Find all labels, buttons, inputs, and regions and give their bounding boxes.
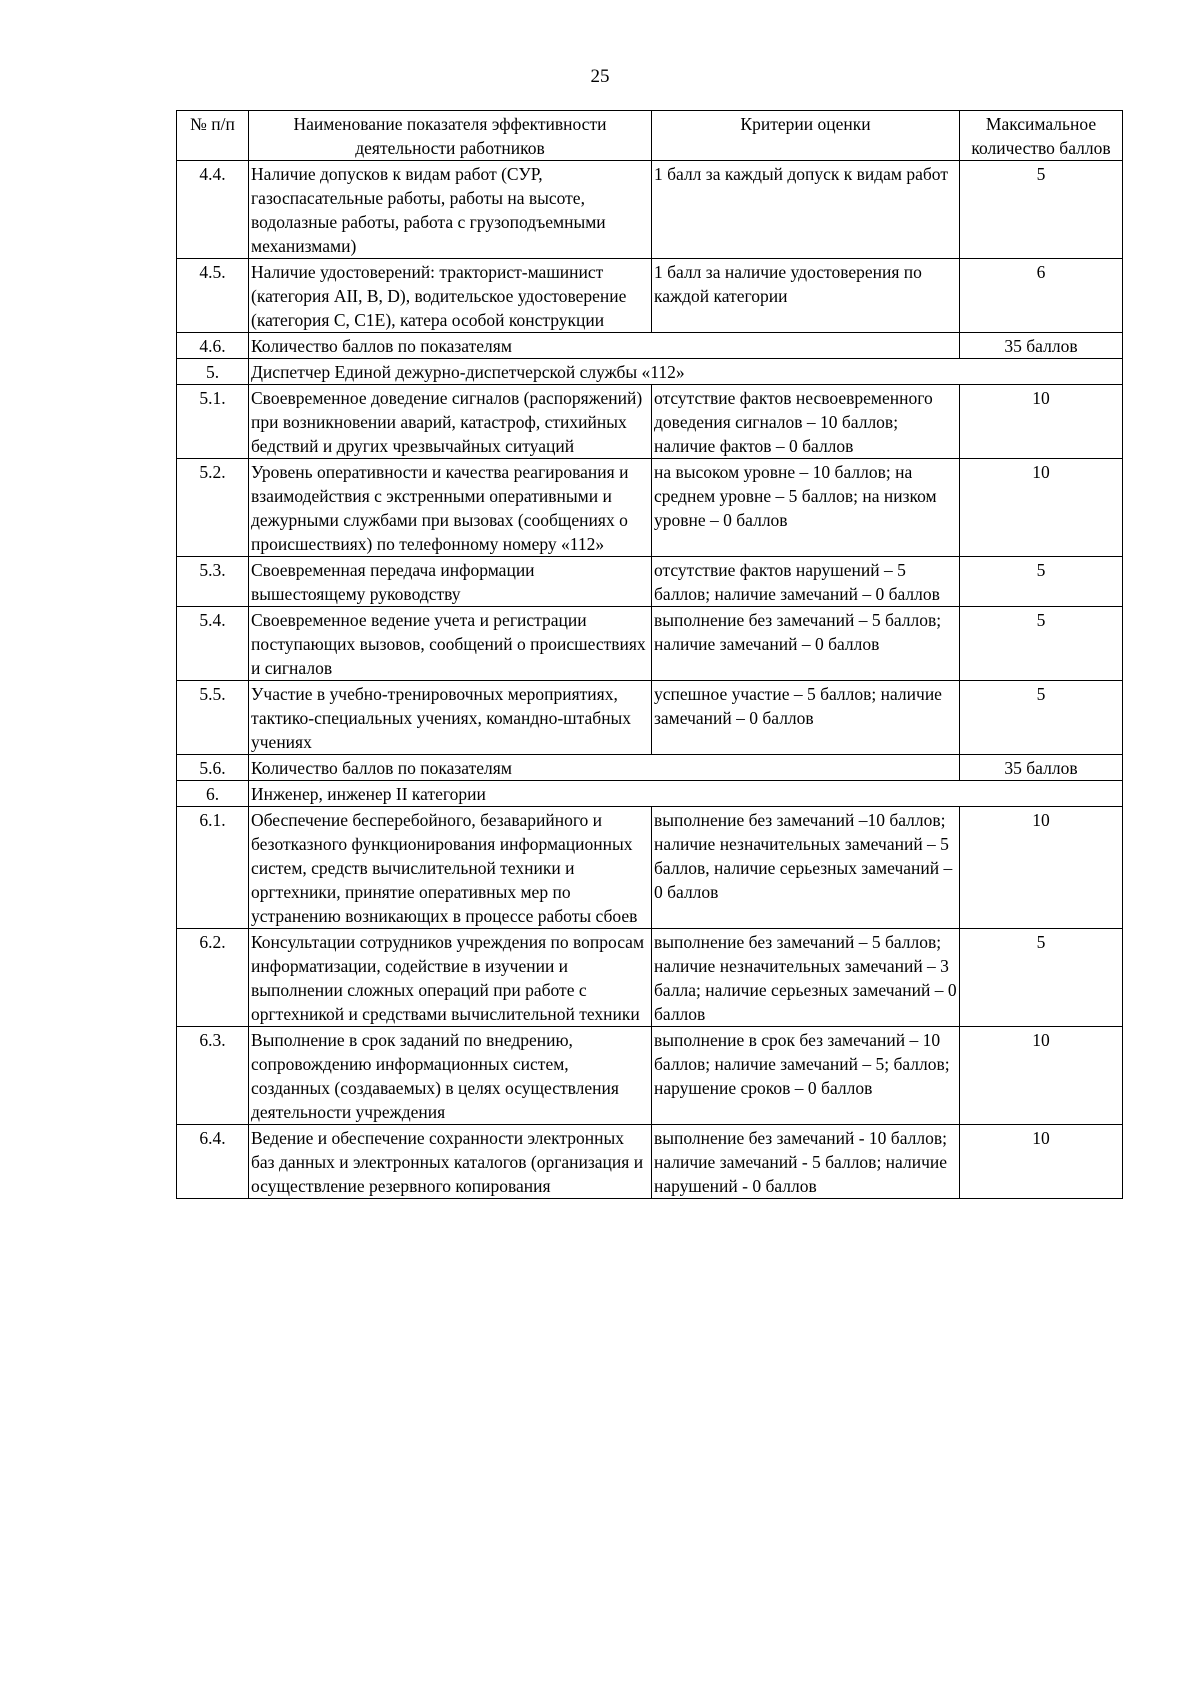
- row-number: 6.4.: [177, 1125, 249, 1199]
- header-criteria: Критерии оценки: [652, 111, 960, 161]
- section-number: 5.: [177, 359, 249, 385]
- criteria-cell: выполнение без замечаний – 5 баллов; наличие замечаний – 0 баллов: [652, 607, 960, 681]
- max-points-cell: 5: [960, 681, 1123, 755]
- criteria-cell: выполнение без замечаний – 5 баллов; наличие незначительных замечаний – 3 балла; наличие серьезных замечаний – 0 баллов: [652, 929, 960, 1027]
- criteria-cell: отсутствие фактов нарушений – 5 баллов; наличие замечаний – 0 баллов: [652, 557, 960, 607]
- summary-label: Количество баллов по показателям: [249, 755, 960, 781]
- row-number: 5.1.: [177, 385, 249, 459]
- indicator-cell: Своевременная передача информации вышестоящему руководству: [249, 557, 652, 607]
- max-points-cell: 10: [960, 807, 1123, 929]
- indicator-cell: Своевременное доведение сигналов (распоряжений) при возникновении аварий, катастроф, стихийных бедствий и других чрезвычайных ситуаций: [249, 385, 652, 459]
- indicator-cell: Участие в учебно-тренировочных мероприятиях, тактико-специальных учениях, командно-штабных учениях: [249, 681, 652, 755]
- indicator-cell: Своевременное ведение учета и регистрации поступающих вызовов, сообщений о происшествиях и сигналов: [249, 607, 652, 681]
- row-number: 6.2.: [177, 929, 249, 1027]
- section-row: [177, 781, 1123, 807]
- table-row: [177, 1125, 1123, 1199]
- row-number: 5.5.: [177, 681, 249, 755]
- indicator-cell: Выполнение в срок заданий по внедрению, сопровождению информационных систем, созданных (создаваемых) в целях осуществления деятельности учреждения: [249, 1027, 652, 1125]
- section-row: [177, 359, 1123, 385]
- row-number: 6.3.: [177, 1027, 249, 1125]
- row-number: 6.1.: [177, 807, 249, 929]
- table-row: [177, 557, 1123, 607]
- max-points-cell: 10: [960, 385, 1123, 459]
- criteria-cell: выполнение без замечаний - 10 баллов; наличие замечаний - 5 баллов; наличие нарушений - 0 баллов: [652, 1125, 960, 1199]
- criteria-cell: выполнение в срок без замечаний – 10 баллов; наличие замечаний – 5; баллов; нарушение сроков – 0 баллов: [652, 1027, 960, 1125]
- max-points-cell: 5: [960, 161, 1123, 259]
- indicator-cell: Обеспечение бесперебойного, безаварийного и безотказного функционирования информационных систем, средств вычислительной техники и оргтехники, принятие оперативных мер по устранению возникающих в процессе работы сбоев: [249, 807, 652, 929]
- criteria-cell: выполнение без замечаний –10 баллов; наличие незначительных замечаний – 5 баллов, наличие серьезных замечаний – 0 баллов: [652, 807, 960, 929]
- indicator-cell: Уровень оперативности и качества реагирования и взаимодействия с экстренными оперативными и дежурными службами при вызовах (сообщениях о происшествиях) по телефонному номеру «112»: [249, 459, 652, 557]
- row-number: 4.6.: [177, 333, 249, 359]
- page-number: 25: [590, 66, 610, 87]
- section-number: 6.: [177, 781, 249, 807]
- max-points-cell: 6: [960, 259, 1123, 333]
- row-number: 4.5.: [177, 259, 249, 333]
- indicator-cell: Ведение и обеспечение сохранности электронных баз данных и электронных каталогов (организация и осуществление резервного копирования: [249, 1125, 652, 1199]
- evaluation-criteria-table: [176, 110, 1123, 1199]
- section-title: Инженер, инженер II категории: [249, 781, 1123, 807]
- indicator-cell: Наличие допусков к видам работ (СУР, газоспасательные работы, работы на высоте, водолазные работы, работа с грузоподъемными механизмами): [249, 161, 652, 259]
- criteria-cell: успешное участие – 5 баллов; наличие замечаний – 0 баллов: [652, 681, 960, 755]
- max-points-cell: 10: [960, 1027, 1123, 1125]
- max-points-cell: 5: [960, 557, 1123, 607]
- max-points-cell: 10: [960, 459, 1123, 557]
- section-title: Диспетчер Единой дежурно-диспетчерской службы «112»: [249, 359, 1123, 385]
- table-row: [177, 929, 1123, 1027]
- max-points-cell: 5: [960, 607, 1123, 681]
- table-row: [177, 161, 1123, 259]
- table-body: [177, 161, 1123, 1199]
- summary-total: 35 баллов: [960, 333, 1123, 359]
- row-number: 5.2.: [177, 459, 249, 557]
- summary-label: Количество баллов по показателям: [249, 333, 960, 359]
- header-num: № п/п: [177, 111, 249, 161]
- criteria-cell: отсутствие фактов несвоевременного доведения сигналов – 10 баллов; наличие фактов – 0 баллов: [652, 385, 960, 459]
- indicator-cell: Наличие удостоверений: тракторист-машинист (категория АII, В, D), водительское удостоверение (категория С, С1Е), катера особой конструкции: [249, 259, 652, 333]
- table-row: [177, 807, 1123, 929]
- criteria-cell: на высоком уровне – 10 баллов; на среднем уровне – 5 баллов; на низком уровне – 0 баллов: [652, 459, 960, 557]
- table-row: [177, 607, 1123, 681]
- header-indicator: Наименование показателя эффективности деятельности работников: [249, 111, 652, 161]
- row-number: 4.4.: [177, 161, 249, 259]
- row-number: 5.6.: [177, 755, 249, 781]
- table-row: [177, 681, 1123, 755]
- max-points-cell: 10: [960, 1125, 1123, 1199]
- summary-row: [177, 755, 1123, 781]
- indicator-cell: Консультации сотрудников учреждения по вопросам информатизации, содействие в изучении и выполнении сложных операций при работе с оргтехникой и средствами вычислительной техники: [249, 929, 652, 1027]
- table-row: [177, 259, 1123, 333]
- table-row: [177, 385, 1123, 459]
- table-row: [177, 459, 1123, 557]
- criteria-cell: 1 балл за каждый допуск к видам работ: [652, 161, 960, 259]
- row-number: 5.3.: [177, 557, 249, 607]
- row-number: 5.4.: [177, 607, 249, 681]
- summary-row: [177, 333, 1123, 359]
- max-points-cell: 5: [960, 929, 1123, 1027]
- summary-total: 35 баллов: [960, 755, 1123, 781]
- criteria-cell: 1 балл за наличие удостоверения по каждой категории: [652, 259, 960, 333]
- header-max-points: Максимальное количество баллов: [960, 111, 1123, 161]
- table-header-row: [177, 111, 1123, 161]
- table-row: [177, 1027, 1123, 1125]
